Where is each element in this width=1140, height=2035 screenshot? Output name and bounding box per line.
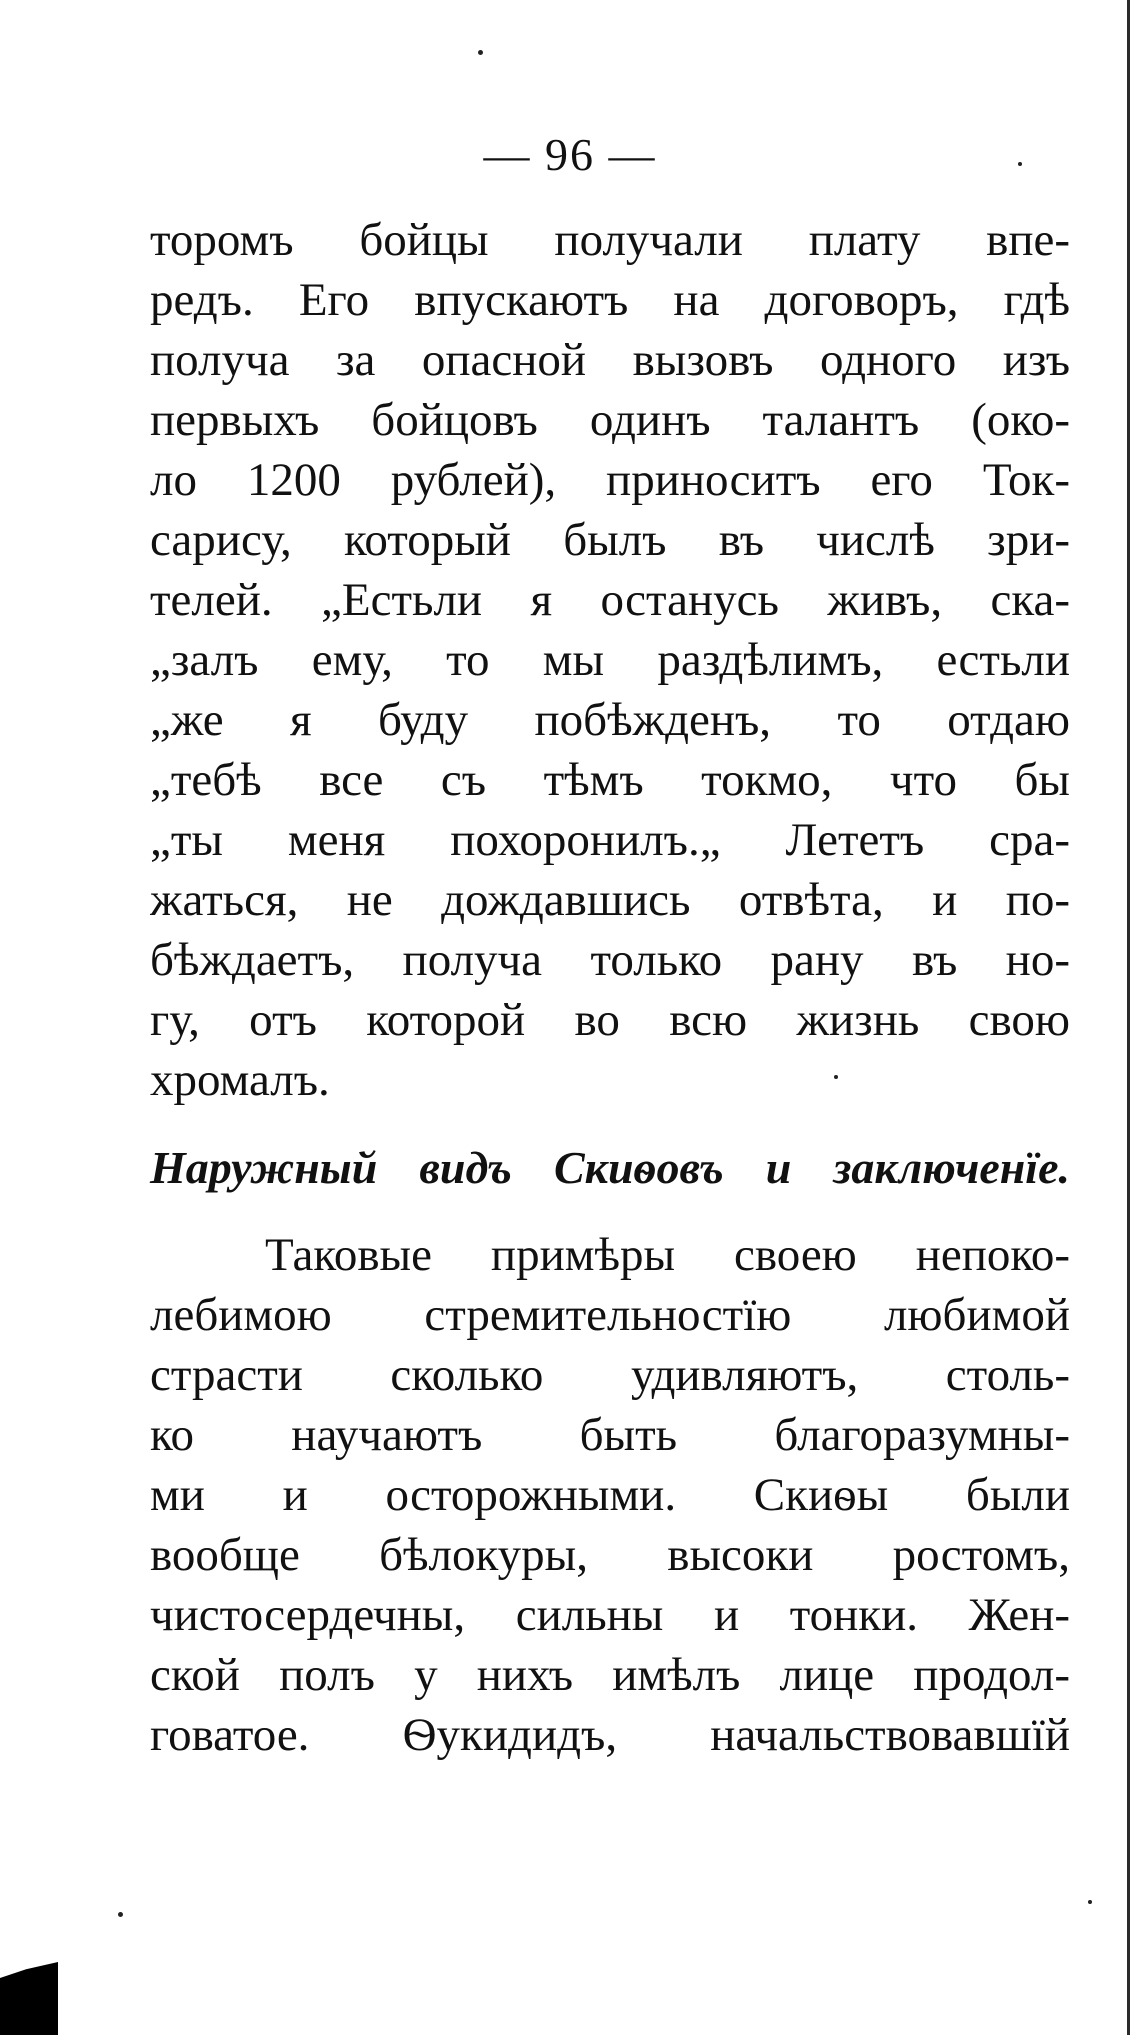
text-line: хромалъ. (150, 1054, 330, 1106)
text-line: „ты меня похоронилъ.„ Лететъ сра- (150, 814, 1070, 866)
text-line: „тебѣ все съ тѣмъ токмо, что бы (150, 754, 1070, 806)
text-line: торомъ бойцы получали плату впе- (150, 214, 1070, 266)
section-heading: Наружный видъ Скиѳовъ и заключенїе. (150, 1142, 1070, 1193)
text-line: ко научаютъ быть благоразумны- (150, 1409, 1070, 1461)
scan-speck (478, 50, 483, 55)
page-edge-line (1127, 0, 1130, 2035)
scan-speck (1088, 1900, 1092, 1904)
text-line: телей. „Естьли я останусь живъ, ска- (150, 574, 1070, 626)
scan-speck (1018, 162, 1022, 166)
text-line: лебимою стремительностїю любимой (150, 1289, 1070, 1341)
text-line: бѣждаетъ, получа только рану въ но- (150, 934, 1070, 986)
scan-speck (118, 1912, 123, 1917)
scan-corner-mark (0, 1962, 58, 2035)
text-line: Таковые примѣры своею непоко- (265, 1229, 1070, 1281)
text-line: сарису, который былъ въ числѣ зри- (150, 514, 1070, 566)
text-line: жаться, не дождавшись отвѣта, и по- (150, 874, 1070, 926)
page-number: — 96 — (483, 129, 657, 180)
text-line: ми и осторожными. Скиѳы были (150, 1469, 1070, 1521)
text-line: ской полъ у нихъ имѣлъ лице продол- (150, 1649, 1070, 1701)
text-line: вообще бѣлокуры, высоки ростомъ, (150, 1529, 1070, 1581)
text-line: редъ. Его впускаютъ на договоръ, гдѣ (150, 274, 1070, 326)
text-line: чистосердечны, сильны и тонки. Жен- (150, 1589, 1070, 1641)
text-line: „же я буду побѣжденъ, то отдаю (150, 694, 1070, 746)
text-line: гу, отъ которой во всю жизнь свою (150, 994, 1070, 1046)
paragraph-2 (150, 1225, 1070, 1765)
text-line: страсти сколько удивляютъ, столь- (150, 1349, 1070, 1401)
text-line: получа за опасной вызовъ одного изъ (150, 334, 1070, 386)
text-line: говатое. Ѳукидидъ, начальствовавшїй (150, 1709, 1070, 1761)
text-line: ло 1200 рублей), приноситъ его Ток- (150, 454, 1070, 506)
scan-speck (834, 1075, 838, 1079)
paragraph-1 (150, 210, 1070, 1110)
text-line: первыхъ бойцовъ одинъ талантъ (око- (150, 394, 1070, 446)
text-line: „залъ ему, то мы раздѣлимъ, естьли (150, 634, 1070, 686)
